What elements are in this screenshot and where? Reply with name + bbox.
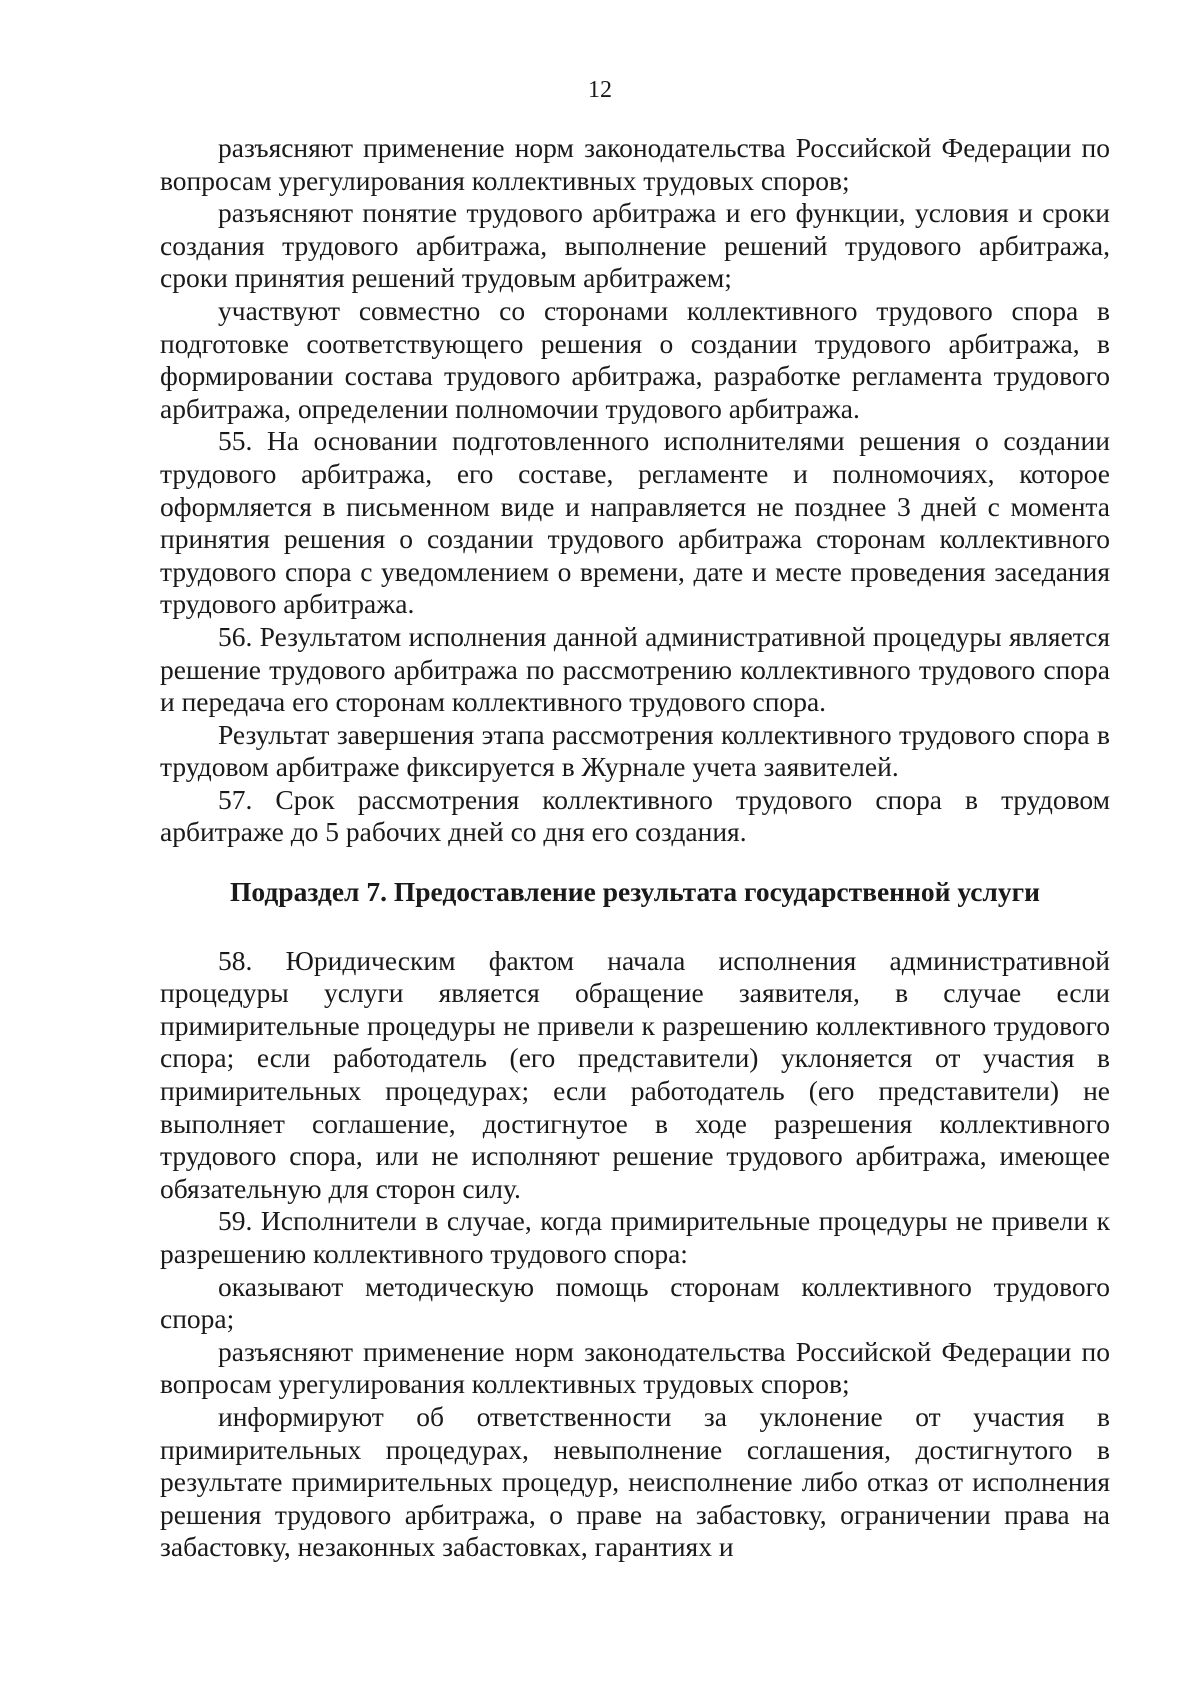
paragraph-clarify-arbitration: разъясняют понятие трудового арбитража и его функции, условия и сроки создания трудового арбитража, выполнение решений трудового арбитража, сроки принятия решений трудовым арбитражем; bbox=[160, 197, 1110, 294]
paragraph-58: 58. Юридическим фактом начала исполнения административной процедуры услуги является обращение заявителя, в случае если примирительные процедуры не привели к разрешению коллективного трудового спора; если работодатель (его представители) уклоняется от участия в примирительных процедурах; если работодатель (его представители) не выполняет соглашение, достигнутое в ходе разрешения коллективного трудового спора, или не исполняют решение трудового арбитража, имеющее обязательную для сторон силу. bbox=[160, 944, 1110, 1204]
paragraph-inform-responsibility: информируют об ответственности за уклонение от участия в примирительных процедурах, невыполнение соглашения, достигнутого в результате примирительных процедур, неисполнение либо отказ от исполнения решения трудового арбитража, о праве на забастовку, ограничении права на забастовку, незаконных забастовках, гарантиях и bbox=[160, 1400, 1110, 1563]
paragraph-57: 57. Срок рассмотрения коллективного трудового спора в трудовом арбитраже до 5 рабочих дней со дня его создания. bbox=[160, 783, 1110, 848]
paragraph-clarify-legislation: разъясняют применение норм законодательства Российской Федерации по вопросам урегулирования коллективных трудовых споров; bbox=[160, 132, 1110, 196]
paragraph-55: 55. На основании подготовленного исполнителями решения о создании трудового арбитража, его составе, регламенте и полномочиях, которое оформляется в письменном виде и направляется не позднее 3 дней с момента принятия решения о создании трудового арбитража сторонам коллективного трудового спора с уведомлением о времени, дате и месте проведения заседания трудового арбитража. bbox=[160, 425, 1110, 620]
paragraph-result-journal: Результат завершения этапа рассмотрения коллективного трудового спора в трудовом арбитраже фиксируется в Журнале учета заявителей. bbox=[160, 718, 1110, 783]
paragraph-56: 56. Результатом исполнения данной административной процедуры является решение трудового арбитража по рассмотрению коллективного трудового спора и передача его сторонам коллективного трудового спора. bbox=[160, 620, 1110, 718]
paragraph-participate: участвуют совместно со сторонами коллективного трудового спора в подготовке соответствующего решения о создании трудового арбитража, в формировании состава трудового арбитража, разработке регламента трудового арбитража, определении полномочии трудового арбитража. bbox=[160, 294, 1110, 424]
paragraph-methodical-help: оказывают методическую помощь сторонам коллективного трудового спора; bbox=[160, 1270, 1110, 1335]
document-body bbox=[160, 132, 1110, 1564]
paragraph-59: 59. Исполнители в случае, когда примирительные процедуры не привели к разрешению коллективного трудового спора: bbox=[160, 1205, 1110, 1269]
page-number: 12 bbox=[588, 77, 612, 103]
section-heading: Подраздел 7. Предоставление результата государственной услуги bbox=[230, 876, 1040, 908]
paragraph-clarify-legislation-2: разъясняют применение норм законодательства Российской Федерации по вопросам урегулирования коллективных трудовых споров; bbox=[160, 1335, 1110, 1400]
